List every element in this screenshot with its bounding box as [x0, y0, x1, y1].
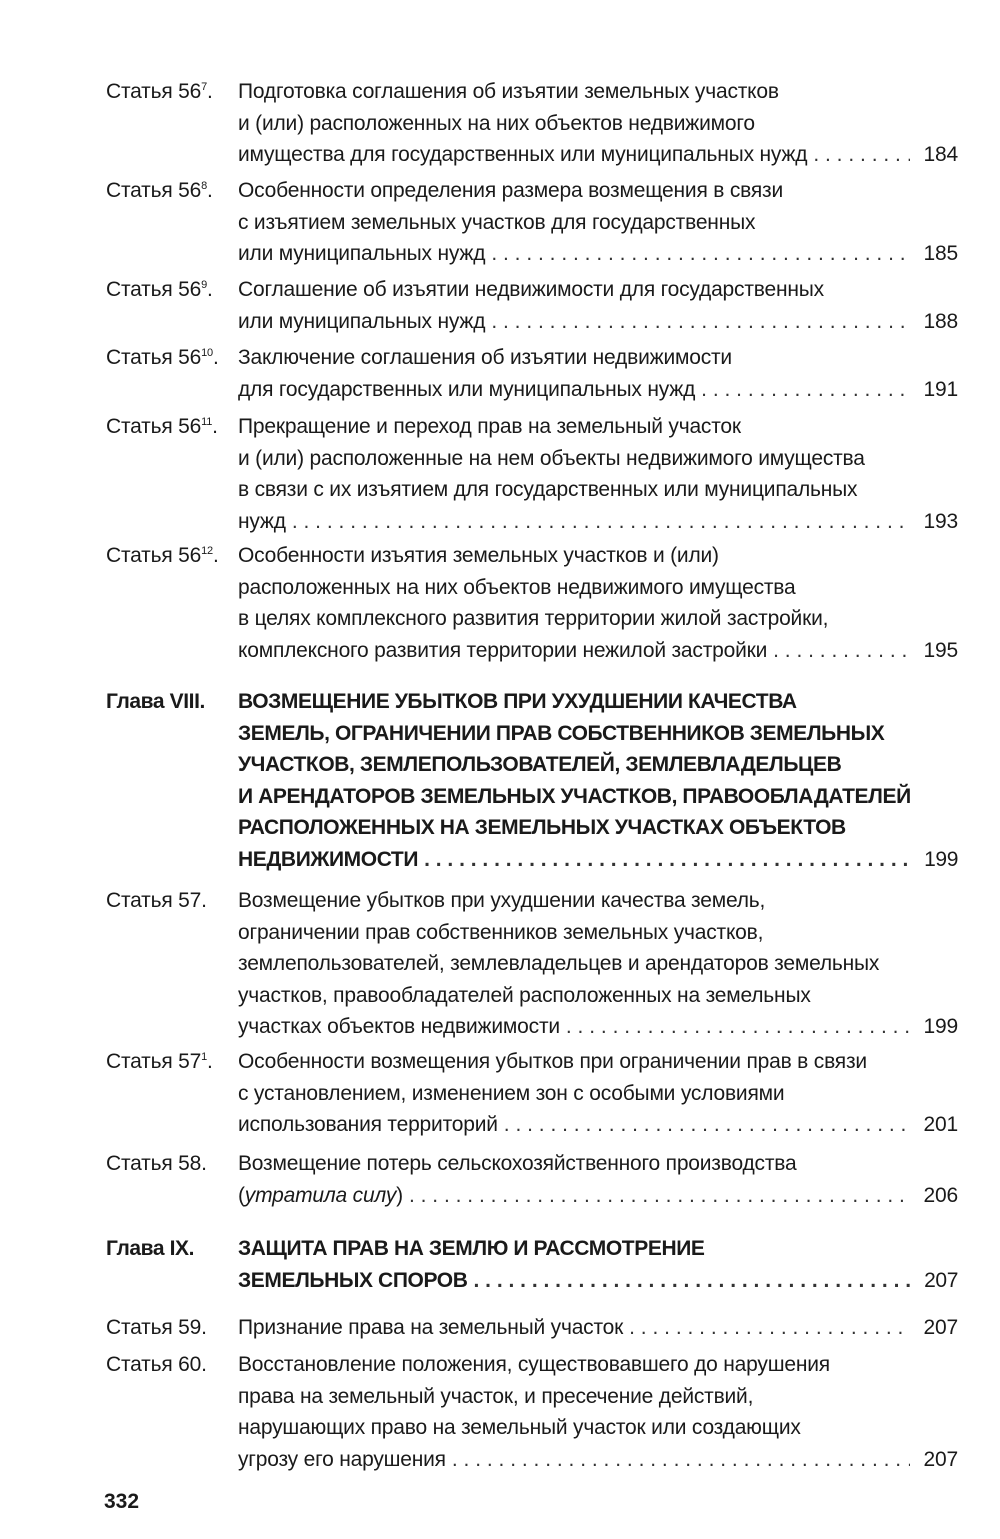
title-line: имущества для государственных или муниципальных нужд — [238, 143, 808, 166]
entry-label: Статья 57. — [106, 889, 207, 912]
toc-entry — [106, 411, 958, 537]
toc-entry — [106, 76, 958, 171]
title-line: ВОЗМЕЩЕНИЕ УБЫТКОВ ПРИ УХУДШЕНИИ КАЧЕСТВА — [238, 690, 797, 713]
title-line: Заключение соглашения об изъятии недвижимости — [238, 346, 732, 369]
title-line: ЗАЩИТА ПРАВ НА ЗЕМЛЮ И РАССМОТРЕНИЕ — [238, 1237, 705, 1260]
entry-label: Статья 58. — [106, 1152, 207, 1175]
title-line: и (или) расположенные на нем объекты недвижимого имущества — [238, 446, 865, 470]
entry-title — [238, 1148, 958, 1211]
toc-chapter — [106, 1233, 958, 1296]
title-line: угрозу его нарушения — [238, 1447, 446, 1471]
leader-dots — [813, 139, 910, 171]
toc-entry — [106, 1349, 958, 1475]
title-line: с изъятием земельных участков для государственных — [238, 210, 756, 234]
page-ref: 207 — [923, 1447, 958, 1471]
repealed-note: утратила силу — [244, 1183, 397, 1207]
entry-title — [238, 1312, 958, 1344]
title-line: Подготовка соглашения об изъятии земельных участков — [238, 80, 779, 103]
leader-dots — [292, 506, 910, 538]
title-line: Восстановление положения, существовавшего до нарушения — [238, 1353, 830, 1376]
title-line: и (или) расположенных на них объектов недвижимого — [238, 111, 755, 135]
title-line: Особенности изъятия земельных участков и (или) — [238, 544, 719, 567]
chapter-title — [238, 1233, 958, 1296]
leader-dots — [504, 1109, 910, 1141]
toc-entry — [106, 1046, 958, 1141]
toc-entry — [106, 175, 958, 270]
title-line: в целях комплексного развития территории жилой застройки, — [238, 607, 829, 630]
entry-title — [238, 175, 958, 270]
page-number: 332 — [104, 1490, 140, 1513]
title-line: участках объектов недвижимости — [238, 1015, 560, 1038]
title-line: (утратила силу) — [238, 1183, 403, 1207]
leader-dots — [701, 374, 910, 406]
title-line: нарушающих право на земельный участок или создающих — [238, 1416, 801, 1439]
title-line: использования территорий — [238, 1113, 498, 1136]
entry-title — [238, 411, 958, 537]
title-line: или муниципальных нужд — [238, 242, 486, 265]
title-line: УЧАСТКОВ, ЗЕМЛЕПОЛЬЗОВАТЕЛЕЙ, ЗЕМЛЕВЛАДЕЛЬЦЕВ — [238, 753, 842, 776]
page-ref: 184 — [923, 143, 958, 166]
toc-entry — [106, 1148, 958, 1211]
title-line: НЕДВИЖИМОСТИ — [238, 847, 419, 871]
entry-title — [238, 274, 958, 337]
title-line: РАСПОЛОЖЕННЫХ НА ЗЕМЕЛЬНЫХ УЧАСТКАХ ОБЪЕКТОВ — [238, 816, 846, 839]
title-line: в связи с их изъятием для государственных или муниципальных — [238, 478, 858, 501]
title-line: расположенных на них объектов недвижимого имущества — [238, 575, 796, 599]
title-line: Возмещение убытков при ухудшении качества земель, — [238, 889, 766, 912]
entry-title — [238, 76, 958, 171]
leader-dots — [452, 1444, 910, 1476]
toc-entry — [106, 885, 958, 1043]
entry-label: Статья $56^8$. — [106, 179, 213, 202]
page-ref: 193 — [923, 509, 958, 533]
title-line: права на земельный участок, и пресечение действий, — [238, 1384, 754, 1408]
chapter-label: Глава IX. — [106, 1237, 195, 1260]
page-ref: 207 — [924, 1268, 958, 1292]
entry-label: Статья $56^9$. — [106, 278, 213, 301]
entry-title — [238, 540, 958, 666]
page-ref: 199 — [924, 847, 958, 871]
toc-entry — [106, 1312, 958, 1344]
leader-dots — [773, 635, 910, 667]
page-ref: 199 — [923, 1015, 958, 1038]
entry-title — [238, 1046, 958, 1141]
entry-label: Статья $57^1$. — [106, 1050, 213, 1073]
entry-title — [238, 342, 958, 405]
entry-label: Статья 60. — [106, 1353, 207, 1376]
entry-title — [238, 885, 958, 1043]
page-ref: 206 — [923, 1183, 958, 1207]
title-line: Соглашение об изъятии недвижимости для государственных — [238, 278, 824, 301]
title-line: ЗЕМЕЛЬНЫХ СПОРОВ — [238, 1268, 468, 1292]
page-ref: 195 — [923, 638, 958, 662]
toc-entry — [106, 540, 958, 666]
leader-dots — [629, 1312, 910, 1344]
title-line: Признание права на земельный участок — [238, 1316, 624, 1339]
leader-dots — [491, 238, 910, 270]
title-line: нужд — [238, 509, 286, 533]
chapter-label: Глава VIII. — [106, 690, 205, 713]
title-line: И АРЕНДАТОРОВ ЗЕМЕЛЬНЫХ УЧАСТКОВ, ПРАВООБЛАДАТЕЛЕЙ — [238, 784, 911, 808]
page-ref: 201 — [923, 1113, 958, 1136]
toc-entry — [106, 342, 958, 405]
title-line: комплексного развития территории нежилой застройки — [238, 638, 768, 662]
title-line: для государственных или муниципальных нужд — [238, 377, 696, 401]
title-line: Прекращение и переход прав на земельный участок — [238, 415, 741, 438]
entry-label: Статья $56^{10}$. — [106, 346, 219, 369]
entry-label: Статья $56^{11}$. — [106, 415, 218, 438]
title-line: землепользователей, землевладельцев и арендаторов земельных — [238, 952, 880, 975]
leader-dots — [473, 1265, 910, 1297]
page-ref: 185 — [923, 242, 958, 265]
page-ref: 188 — [923, 309, 958, 333]
page-ref: 191 — [923, 377, 958, 401]
title-line: ограничении прав собственников земельных участков, — [238, 920, 764, 944]
entry-label: Статья 59. — [106, 1316, 207, 1339]
chapter-title — [238, 686, 958, 875]
title-line: Особенности определения размера возмещения в связи — [238, 179, 783, 202]
title-line: участков, правообладателей расположенных на земельных — [238, 983, 811, 1007]
toc-chapter — [106, 686, 958, 875]
leader-dots — [566, 1011, 910, 1043]
entry-label: Статья $56^{12}$. — [106, 544, 219, 567]
title-line: Особенности возмещения убытков при ограничении прав в связи — [238, 1050, 867, 1073]
leader-dots — [424, 844, 910, 876]
title-line: Возмещение потерь сельскохозяйственного производства — [238, 1152, 797, 1175]
entry-label: Статья $56^7$. — [106, 80, 213, 103]
title-line: с установлением, изменением зон с особыми условиями — [238, 1081, 785, 1105]
title-line: ЗЕМЕЛЬ, ОГРАНИЧЕНИИ ПРАВ СОБСТВЕННИКОВ ЗЕМЕЛЬНЫХ — [238, 721, 885, 745]
entry-title — [238, 1349, 958, 1475]
page-ref: 207 — [923, 1316, 958, 1339]
leader-dots — [491, 306, 910, 338]
toc-entry — [106, 274, 958, 337]
leader-dots — [409, 1180, 910, 1212]
title-line: или муниципальных нужд — [238, 309, 486, 333]
